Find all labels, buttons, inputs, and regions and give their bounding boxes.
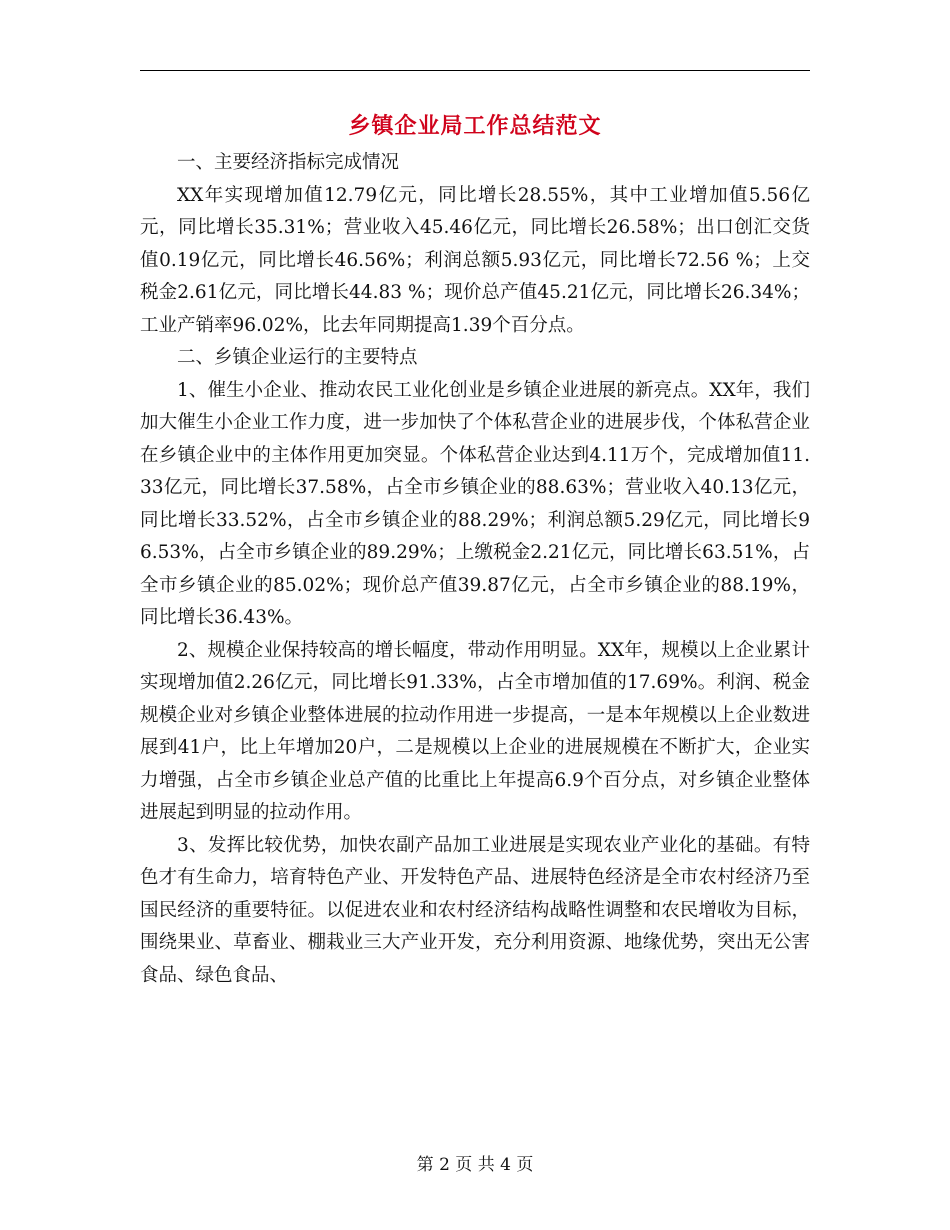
section-heading-1: 一、主要经济指标完成情况 bbox=[177, 152, 400, 173]
header-rule bbox=[140, 70, 810, 71]
paragraph-point-3: 3、发挥比较优势，加快农副产品加工业进展是实现农业产业化的基础。有特色才有生命力，培育特色产业、开发特色产品、进展特色经济是全市农村经济乃至国民经济的重要特征。以促进农业和农村经济结构战略性调整和农民增收为目标，围绕果业、草畜业、棚栽业三大产业开发，充分利用资源、地缘优势，突出无公害食品、绿色食品、 bbox=[140, 834, 810, 986]
paragraph-point-2: 2、规模企业保持较高的增长幅度，带动作用明显。XX年，规模以上企业累计实现增加值2.26亿元，同比增长91.33%，占全市增加值的17.69%。利润、税金规模企业对乡镇企业整体进展的拉动作用进一步提高，一是本年规模以上企业数进展到41户，比上年增加20户，二是规模以上企业的进展规模在不断扩大，企业实力增强，占全市乡镇企业总产值的比重比上年提高6.9个百分点，对乡镇企业整体进展起到明显的拉动作用。 bbox=[140, 639, 810, 823]
page-number: 第 2 页 共 4 页 bbox=[416, 1155, 534, 1175]
paragraph-point-1: 1、催生小企业、推动农民工业化创业是乡镇企业进展的新亮点。XX年，我们加大催生小企业工作力度，进一步加快了个体私营企业的进展步伐，个体私营企业在乡镇企业中的主体作用更加突显。个体私营企业达到4.11万个，完成增加值11.33亿元，同比增长37.58%，占全市乡镇企业的88.63%；营业收入40.13亿元，同比增长33.52%，占全市乡镇企业的88.29%；利润总额5.29亿元，同比增长96.53%，占全市乡镇企业的89.29%；上缴税金2.21亿元，同比增长63.51%，占全市乡镇企业的85.02%；现价总产值39.87亿元，占全市乡镇企业的88.19%，同比增长36.43%。 bbox=[140, 379, 810, 628]
section-heading-2: 二、乡镇企业运行的主要特点 bbox=[177, 347, 418, 368]
paragraph-indicators: XX年实现增加值12.79亿元，同比增长28.55%，其中工业增加值5.56亿元，同比增长35.31%；营业收入45.46亿元，同比增长26.58%；出口创汇交货值0.19亿元，同比增长46.56%；利润总额5.93亿元，同比增长72.56 %；上交税金2.61亿元，同比增长44.83 %；现价总产值45.21亿元，同比增长26.34%；工业产销率96.02%，比去年同期提高1.39个百分点。 bbox=[140, 184, 810, 336]
document-body bbox=[140, 147, 810, 992]
document-title: 乡镇企业局工作总结范文 bbox=[348, 113, 602, 139]
